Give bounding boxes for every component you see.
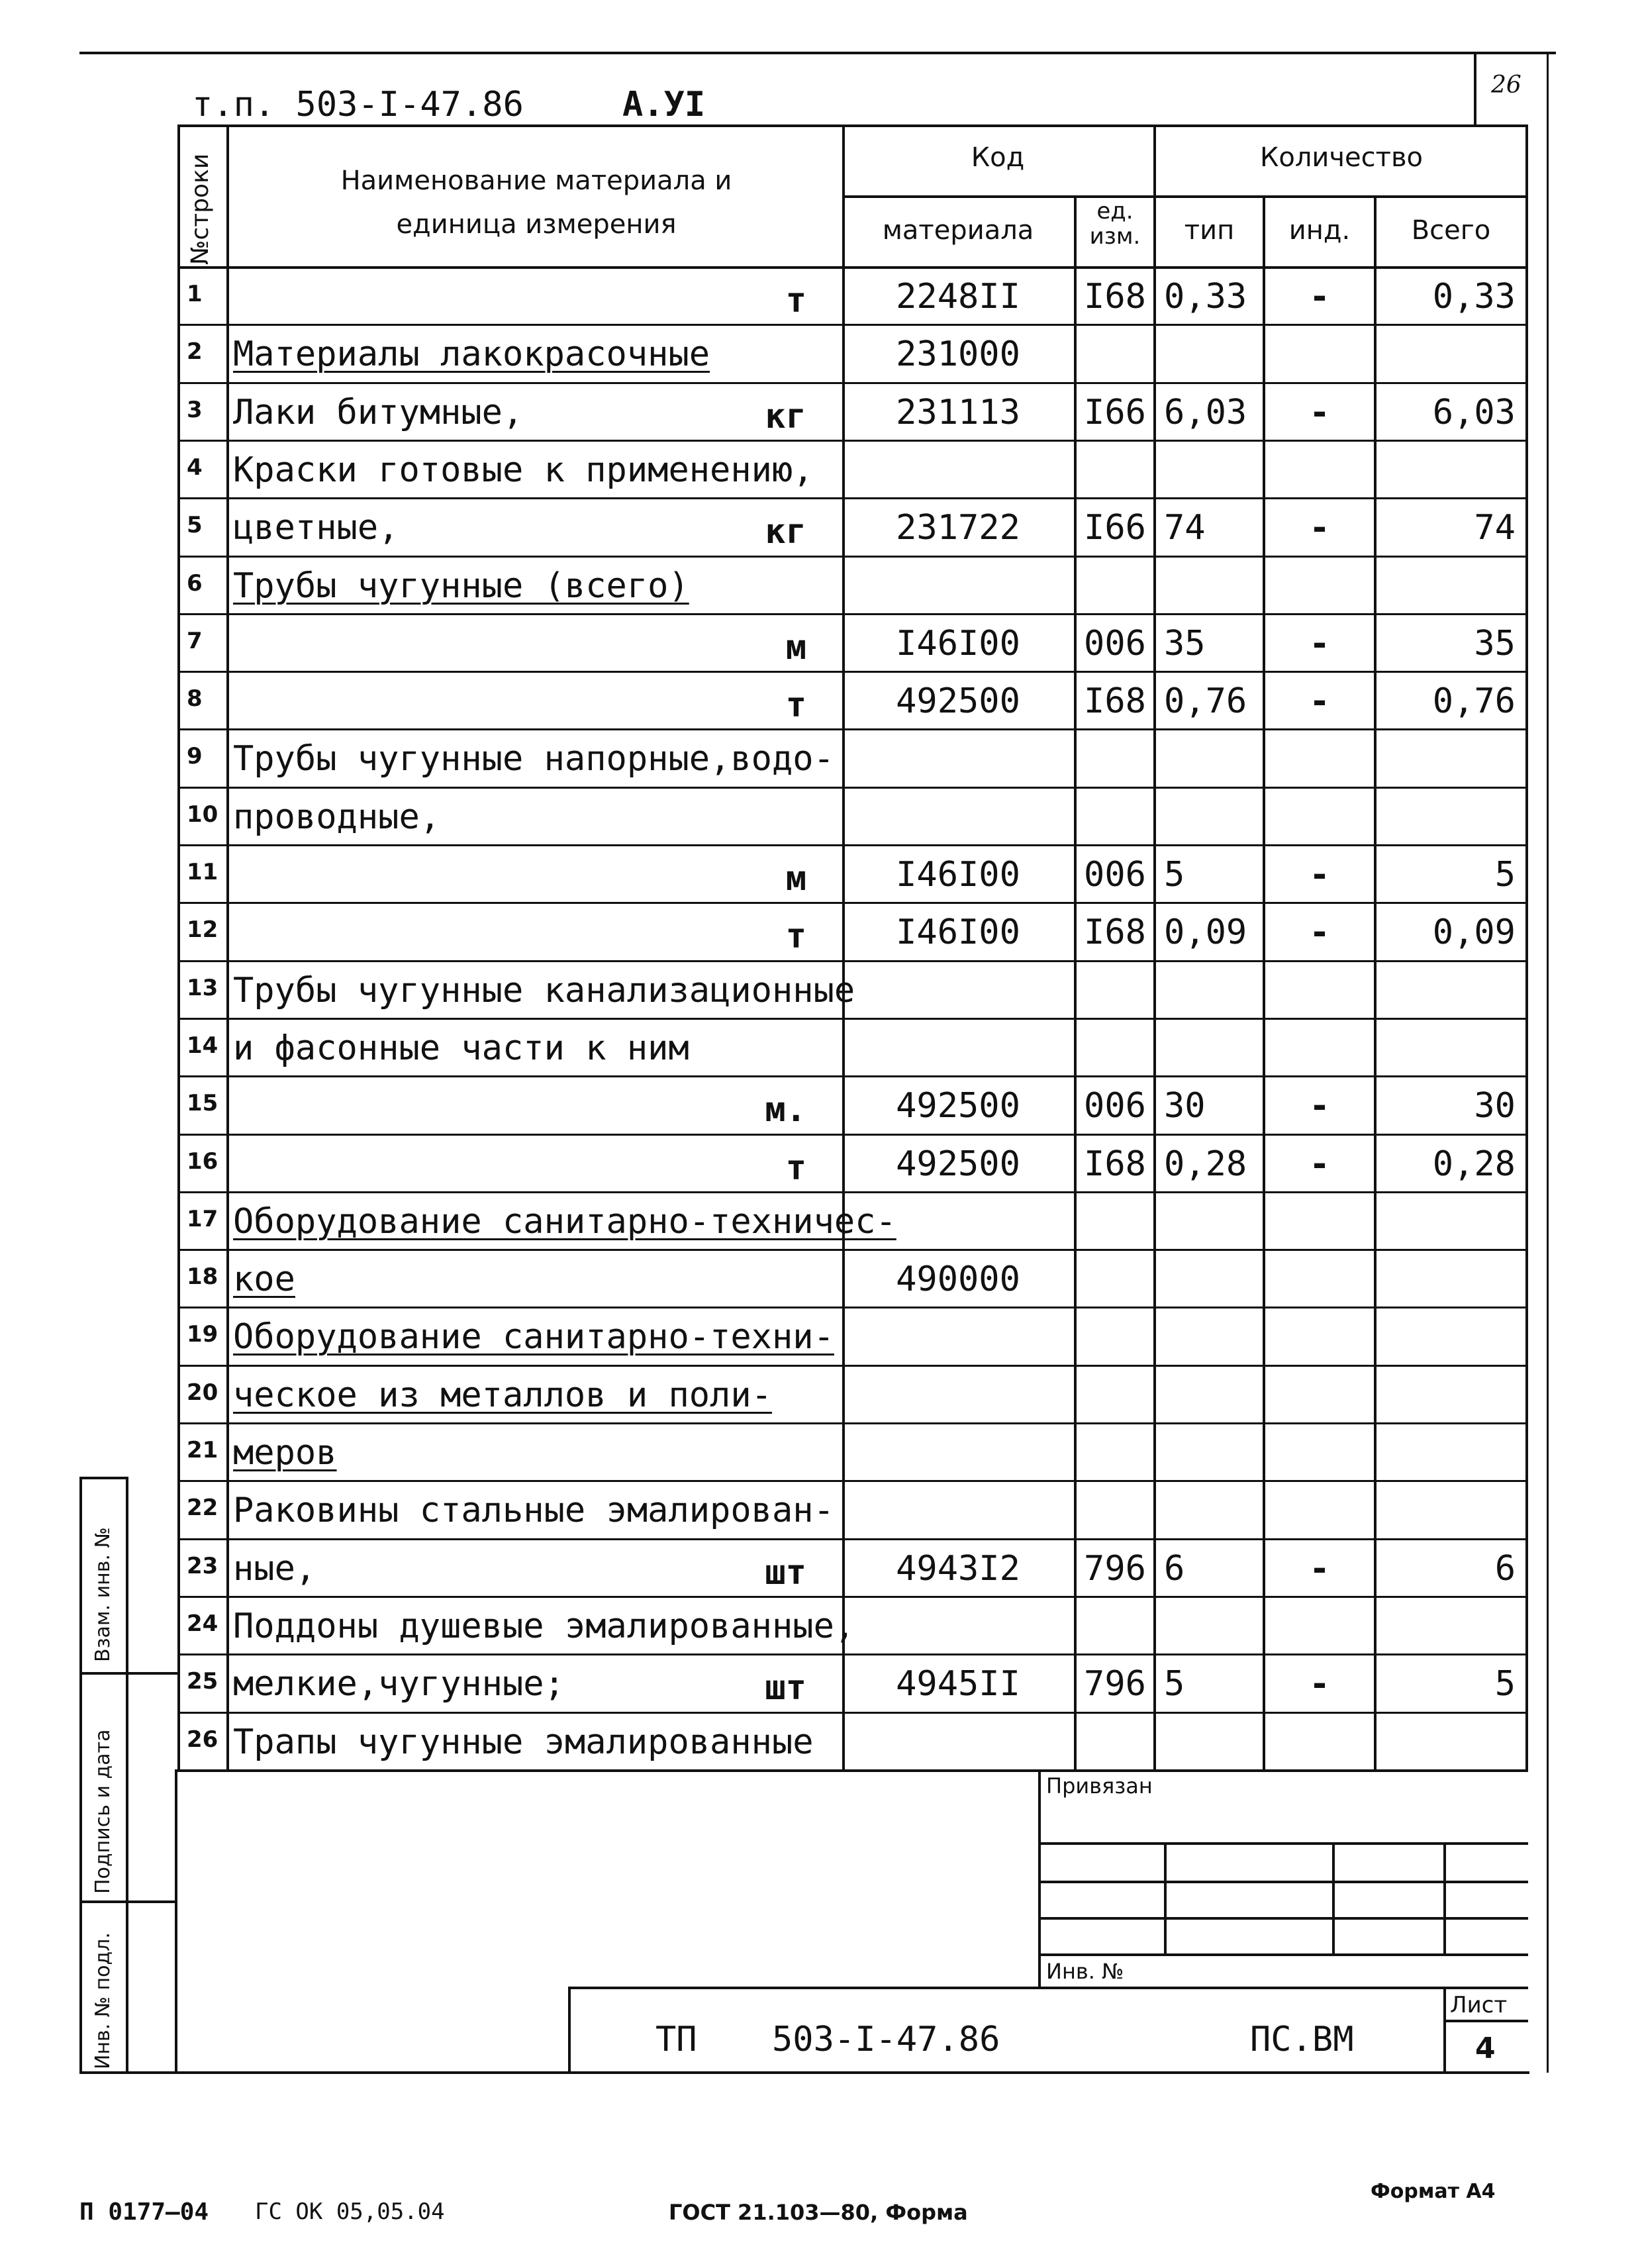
- row-number: 10: [187, 801, 218, 828]
- side-stamp-inner: [175, 1769, 177, 2074]
- qty-typ: 5: [1164, 855, 1185, 895]
- stamp-doc-section: ПС.ВМ: [1250, 2020, 1354, 2059]
- unit-code: I68: [1084, 277, 1146, 317]
- unit-label: шт: [765, 1552, 806, 1593]
- qty-typ: 30: [1164, 1086, 1206, 1126]
- row-divider: [177, 1422, 1528, 1424]
- unit-code: I68: [1084, 912, 1146, 953]
- stamp-sheet-left: [1443, 1987, 1446, 2074]
- unit-label: шт: [765, 1668, 806, 1708]
- qty-total: 5: [1494, 1664, 1516, 1704]
- stamp-col3: [1443, 1842, 1446, 1955]
- qty-ind: -: [1309, 681, 1330, 722]
- stamp-row3: [1038, 1917, 1528, 1920]
- material-name: ческое из металлов и поли-: [233, 1375, 772, 1415]
- header-qty-total: Всего: [1411, 215, 1491, 246]
- material-name: Раковины стальные эмалирован-: [233, 1491, 834, 1531]
- material-code: 231000: [896, 334, 1020, 375]
- unit-label: т: [785, 1148, 806, 1188]
- qty-typ: 74: [1164, 508, 1206, 548]
- row-divider: [177, 787, 1528, 789]
- table-header-bottom: [177, 266, 1528, 269]
- album-ref: А.УI: [622, 85, 706, 124]
- row-divider: [177, 1249, 1528, 1251]
- material-name: Трубы чугунные канализационные: [233, 970, 855, 1011]
- header-code-material: материала: [882, 215, 1034, 246]
- qty-total: 74: [1474, 508, 1516, 548]
- stamp-row4: [1038, 1953, 1528, 1956]
- row-number: 24: [187, 1610, 218, 1637]
- row-divider: [177, 324, 1528, 326]
- row-divider: [177, 1480, 1528, 1482]
- stamp-sheet-div: [1443, 2020, 1528, 2022]
- header-row-no: №строки: [187, 153, 214, 265]
- material-code: 4943I2: [896, 1548, 1020, 1589]
- footer-format: Формат А4: [1371, 2180, 1496, 2203]
- footer-left2: ГС ОК 05,05.04: [255, 2198, 445, 2225]
- unit-label: м: [785, 627, 806, 667]
- qty-total: 30: [1474, 1086, 1516, 1126]
- row-number: 25: [187, 1668, 218, 1695]
- qty-ind: -: [1309, 392, 1330, 432]
- side-stamp-div1: [79, 1672, 177, 1675]
- stamp-doc-code: 503-I-47.86: [772, 2020, 1000, 2059]
- row-divider: [177, 613, 1528, 615]
- stamp-linked: Привязан: [1046, 1773, 1153, 1799]
- row-divider: [177, 440, 1528, 442]
- qty-ind: -: [1309, 912, 1330, 953]
- qty-typ: 35: [1164, 623, 1206, 664]
- qty-total: 0,09: [1432, 912, 1516, 953]
- material-name: Поддоны душевые эмалированные,: [233, 1606, 855, 1646]
- row-number: 5: [187, 512, 203, 539]
- material-code: I46I00: [896, 623, 1020, 664]
- header-code: Код: [971, 142, 1025, 173]
- qty-ind: -: [1309, 1086, 1330, 1126]
- material-name: ные,: [233, 1548, 316, 1589]
- row-number: 2: [187, 338, 203, 366]
- material-code: 492500: [896, 1144, 1020, 1184]
- stamp-top-line: [568, 1987, 1528, 1989]
- material-name: цветные,: [233, 508, 399, 548]
- stamp-row1: [1038, 1842, 1528, 1845]
- qty-ind: -: [1309, 623, 1330, 664]
- material-code: 4945II: [896, 1664, 1020, 1704]
- material-name: Лаки битумные,: [233, 392, 524, 432]
- row-number: 8: [187, 685, 203, 713]
- side-label-podpis: Подпись и дата: [91, 1729, 115, 1894]
- sheet-mark: 26: [1491, 72, 1521, 99]
- qty-ind: -: [1309, 508, 1330, 548]
- row-number: 6: [187, 569, 203, 597]
- unit-code: 796: [1084, 1548, 1146, 1589]
- material-code: 490000: [896, 1259, 1020, 1300]
- row-number: 13: [187, 974, 218, 1001]
- qty-typ: 0,28: [1164, 1144, 1247, 1184]
- unit-code: 796: [1084, 1664, 1146, 1704]
- unit-code: 006: [1084, 855, 1146, 895]
- qty-ind: -: [1309, 277, 1330, 317]
- header-code-unit: ед. изм.: [1089, 198, 1141, 250]
- header-qty-typ: тип: [1184, 215, 1235, 246]
- footer-left: П 0177—04: [79, 2198, 209, 2226]
- stamp-col1: [1164, 1842, 1167, 1955]
- unit-code: 006: [1084, 1086, 1146, 1126]
- row-number: 3: [187, 396, 203, 423]
- row-divider: [177, 1538, 1528, 1540]
- row-number: 15: [187, 1090, 218, 1117]
- stamp-bottom: [79, 2071, 1529, 2074]
- header-qty: Количество: [1259, 142, 1423, 173]
- row-divider: [177, 1653, 1528, 1655]
- row-divider: [177, 844, 1528, 846]
- row-number: 22: [187, 1495, 218, 1522]
- stamp-row2: [1038, 1881, 1528, 1883]
- row-number: 14: [187, 1032, 218, 1059]
- material-code: I46I00: [896, 855, 1020, 895]
- stamp-col2: [1332, 1842, 1335, 1955]
- side-label-vzam: Взам. инв. №: [91, 1527, 115, 1662]
- row-divider: [177, 728, 1528, 730]
- unit-code: I68: [1084, 681, 1146, 722]
- right-margin-line: [1547, 53, 1549, 2073]
- qty-total: 35: [1474, 623, 1516, 664]
- row-number: 4: [187, 454, 203, 481]
- row-number: 23: [187, 1552, 218, 1579]
- row-number: 12: [187, 916, 218, 944]
- side-label-inv-podl: Инв. № подл.: [91, 1932, 115, 2069]
- unit-label: кг: [765, 512, 806, 552]
- col-num-divider: [226, 124, 229, 1772]
- stamp-doc-prefix: ТП: [655, 2020, 697, 2059]
- qty-ind: -: [1309, 1144, 1330, 1184]
- qty-total: 6,03: [1432, 392, 1516, 432]
- unit-label: т: [785, 281, 806, 320]
- material-name: меров: [233, 1433, 337, 1473]
- sheet-mark-divider: [1474, 53, 1476, 126]
- row-number: 18: [187, 1263, 218, 1291]
- table-top: [177, 124, 1528, 127]
- table-bottom: [177, 1769, 1528, 1772]
- material-name: кое: [233, 1259, 295, 1300]
- side-stamp-mid: [126, 1477, 128, 2073]
- side-stamp-left: [79, 1477, 82, 2073]
- stamp-sheet-label: Лист: [1450, 1992, 1508, 2018]
- material-code: 492500: [896, 1086, 1020, 1126]
- row-divider: [177, 1596, 1528, 1598]
- row-divider: [177, 497, 1528, 499]
- unit-code: I68: [1084, 1144, 1146, 1184]
- row-divider: [177, 1712, 1528, 1714]
- qty-typ: 0,76: [1164, 681, 1247, 722]
- material-name: Оборудование санитарно-техничес-: [233, 1201, 896, 1242]
- stamp-sheet-no: 4: [1475, 2032, 1496, 2065]
- row-divider: [177, 382, 1528, 384]
- col-code-divider: [1074, 195, 1077, 1772]
- row-number: 9: [187, 743, 203, 770]
- header-mid-line: [842, 195, 1528, 198]
- qty-ind: -: [1309, 1664, 1330, 1704]
- row-divider: [177, 902, 1528, 904]
- qty-ind: -: [1309, 855, 1330, 895]
- qty-total: 0,28: [1432, 1144, 1516, 1184]
- unit-label: м.: [765, 1090, 806, 1130]
- header-qty-ind: инд.: [1288, 215, 1351, 246]
- table-right: [1525, 124, 1528, 1772]
- unit-label: м: [785, 859, 806, 899]
- unit-code: I66: [1084, 508, 1146, 548]
- row-divider: [177, 556, 1528, 558]
- row-number: 7: [187, 627, 203, 654]
- material-code: 231722: [896, 508, 1020, 548]
- qty-typ: 6,03: [1164, 392, 1247, 432]
- top-border: [79, 52, 1556, 54]
- qty-total: 5: [1494, 855, 1516, 895]
- unit-label: т: [785, 685, 806, 726]
- qty-typ: 5: [1164, 1664, 1185, 1704]
- qty-typ: 6: [1164, 1548, 1185, 1589]
- row-divider: [177, 960, 1528, 962]
- material-code: 2248II: [896, 277, 1020, 317]
- row-divider: [177, 1191, 1528, 1193]
- stamp-left: [1038, 1769, 1041, 1989]
- row-divider: [177, 1134, 1528, 1136]
- material-name: Трубы чугунные напорные,водо-: [233, 739, 834, 779]
- row-divider: [177, 1365, 1528, 1367]
- material-name: Трубы чугунные (всего): [233, 566, 689, 606]
- unit-code: I66: [1084, 392, 1146, 432]
- material-name: Краски готовые к применению,: [233, 450, 814, 490]
- row-divider: [177, 1307, 1528, 1308]
- col-unit-divider: [1153, 124, 1156, 1772]
- doc-ref: т.п. 503-I-47.86: [192, 85, 524, 124]
- stamp-inv-no: Инв. №: [1046, 1959, 1124, 1984]
- material-name: Трапы чугунные эмалированные: [233, 1722, 814, 1762]
- material-name: Оборудование санитарно-техни-: [233, 1317, 834, 1357]
- row-number: 19: [187, 1321, 218, 1348]
- side-stamp-top: [79, 1477, 128, 1479]
- row-number: 1: [187, 281, 203, 307]
- row-number: 16: [187, 1148, 218, 1175]
- row-number: 21: [187, 1437, 218, 1463]
- qty-total: 0,76: [1432, 681, 1516, 722]
- row-number: 11: [187, 859, 218, 885]
- row-divider: [177, 671, 1528, 673]
- row-number: 17: [187, 1205, 218, 1232]
- qty-ind: -: [1309, 1548, 1330, 1589]
- material-name: проводные,: [233, 797, 441, 837]
- qty-total: 6: [1494, 1548, 1516, 1589]
- unit-label: кг: [765, 396, 806, 436]
- qty-total: 0,33: [1432, 277, 1516, 317]
- side-stamp-div2: [79, 1900, 177, 1903]
- row-divider: [177, 1018, 1528, 1020]
- material-code: I46I00: [896, 912, 1020, 953]
- material-code: 231113: [896, 392, 1020, 432]
- material-name: мелкие,чугунные;: [233, 1664, 565, 1704]
- material-name: Материалы лакокрасочные: [233, 334, 710, 375]
- row-number: 20: [187, 1379, 218, 1406]
- unit-code: 006: [1084, 623, 1146, 664]
- stamp-outer-left: [568, 1987, 571, 2074]
- material-code: 492500: [896, 681, 1020, 722]
- row-number: 26: [187, 1726, 218, 1753]
- qty-typ: 0,33: [1164, 277, 1247, 317]
- table-left: [177, 124, 180, 1772]
- material-name: и фасонные части к ним: [233, 1028, 689, 1068]
- footer-gost: ГОСТ 21.103—80, Форма: [669, 2200, 968, 2225]
- unit-label: т: [785, 916, 806, 957]
- row-divider: [177, 1075, 1528, 1077]
- header-name: Наименование материала и единица измерения: [340, 166, 732, 240]
- col-name-divider: [842, 124, 845, 1772]
- qty-typ: 0,09: [1164, 912, 1247, 953]
